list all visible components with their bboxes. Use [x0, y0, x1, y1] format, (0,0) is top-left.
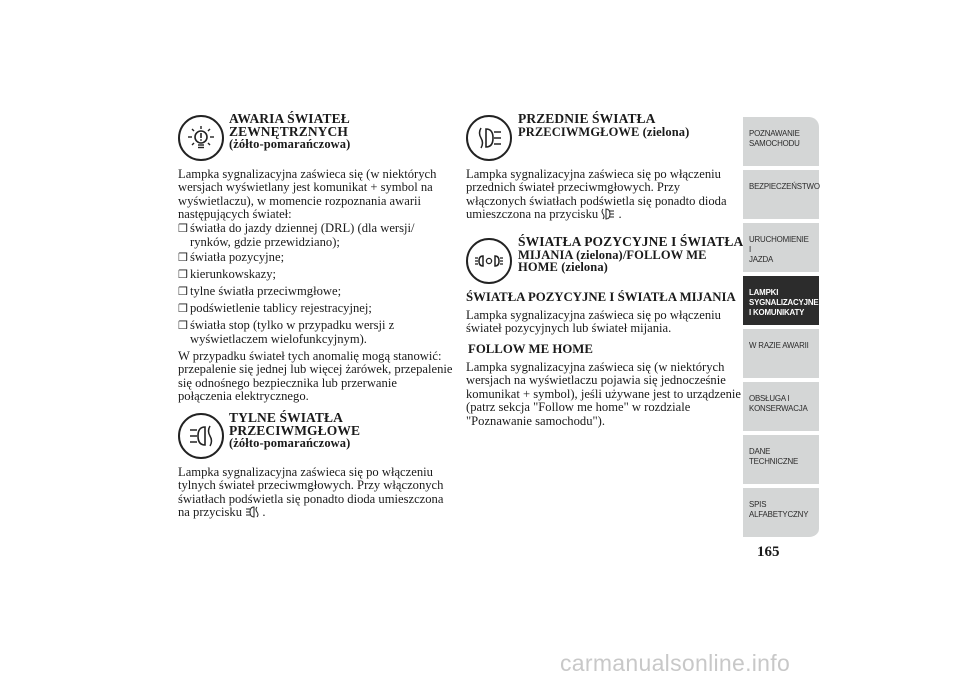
tab-label: BEZPIECZEŃSTWO: [749, 181, 820, 191]
tab-label: URUCHOMIENIE I JAZDA: [749, 234, 809, 264]
checkbox-bullet-icon: ❒: [178, 286, 188, 298]
tab-label: POZNAWANIE SAMOCHODU: [749, 128, 800, 148]
list-item: ❒ kierunkowskazy;: [178, 267, 277, 281]
list-item: ❒ podświetlenie tablicy rejestracyjnej;: [178, 301, 372, 315]
tab-w-razie-awarii[interactable]: [743, 329, 819, 380]
tab-bezpieczenstwo[interactable]: [743, 170, 819, 221]
checkbox-bullet-icon: ❒: [178, 223, 188, 235]
list-item: ❒ tylne światła przeciwmgłowe;: [178, 284, 342, 298]
tab-label: SPIS ALFABETYCZNY: [749, 499, 809, 519]
paragraph-exterior-failure-intro: Lampka sygnalizacyjna zaświeca się (w niektórych wersjach wyświetlany jest komunikat + symbol na wyświetlaczu), w momencie rozpoznania awarii następujących świateł:: [178, 167, 437, 222]
rear-fog-button-icon: [245, 506, 259, 518]
section-title-exterior-light-failure: AWARIA ŚWIATEŁ ZEWNĘTRZNYCH (żółto-pomarańczowa): [229, 111, 351, 151]
list-item: ❒ światła pozycyjne;: [178, 250, 285, 264]
front-fog-light-icon: [466, 115, 512, 161]
position-lights-icon: [466, 238, 512, 284]
list-item: ❒ światła do jazdy dziennej (DRL) (dla wersji/ rynków, gdzie przewidziano);: [178, 221, 415, 250]
paragraph-front-fog: Lampka sygnalizacyjna zaświeca się po włączeniu przednich świateł przeciwmgłowych. Przy włączonych światłach podświetla się ponadto dioda umieszczona na przycisku .: [466, 167, 727, 222]
section-title-position-lights: ŚWIATŁA POZYCYJNE I ŚWIATŁA MIJANIA (zielona)/FOLLOW ME HOME (zielona): [518, 234, 744, 274]
page-number: 165: [757, 544, 780, 560]
tab-label: DANE TECHNICZNE: [749, 446, 799, 466]
watermark: carmanualsonline.info: [560, 650, 791, 676]
paragraph-position-dipped: Lampka sygnalizacyjna zaświeca się po włączeniu świateł pozycyjnych lub świateł mijania.: [466, 308, 721, 336]
paragraph-rear-fog: Lampka sygnalizacyjna zaświeca się po włączeniu tylnych świateł przeciwmgłowych. Przy włączonych światłach podświetla się ponadto dioda umieszczona na przycisku .: [178, 465, 444, 520]
subheading-follow-me-home: FOLLOW ME HOME: [468, 342, 593, 356]
tab-label: OBSŁUGA I KONSERWACJA: [749, 393, 808, 413]
subheading-position-dipped: ŚWIATŁA POZYCYJNE I ŚWIATŁA MIJANIA: [466, 290, 736, 304]
exterior-light-failure-icon: [178, 115, 224, 161]
checkbox-bullet-icon: ❒: [178, 269, 188, 281]
tab-uruchomienie-i-jazda[interactable]: [743, 223, 819, 274]
rear-fog-light-icon: [178, 413, 224, 459]
section-title-front-fog: PRZEDNIE ŚWIATŁA PRZECIWMGŁOWE (zielona): [518, 111, 690, 139]
tab-dane-techniczne[interactable]: [743, 435, 819, 486]
tab-obsluga-i-konserwacja[interactable]: [743, 382, 819, 433]
checkbox-bullet-icon: ❒: [178, 252, 188, 264]
checkbox-bullet-icon: ❒: [178, 303, 188, 315]
tab-lampki-sygnalizacyjne[interactable]: [743, 276, 819, 327]
paragraph-exterior-failure-causes: W przypadku świateł tych anomalię mogą stanowić: przepalenie się jednej lub więcej żarówek, przepalenie się odnośnego bezpiecznika lub przerwanie połączenia elektrycznego.: [178, 349, 453, 404]
section-title-rear-fog: TYLNE ŚWIATŁA PRZECIWMGŁOWE (żółto-pomarańczowa): [229, 410, 361, 450]
tab-spis-alfabetyczny[interactable]: [743, 488, 819, 539]
list-item: ❒ światła stop (tylko w przypadku wersji z wyświetlaczem wielofunkcyjnym).: [178, 318, 395, 347]
front-fog-button-icon: [601, 208, 615, 220]
tab-label: LAMPKI SYGNALIZACYJNE I KOMUNIKATY: [749, 287, 819, 317]
tab-label: W RAZIE AWARII: [749, 340, 809, 350]
paragraph-follow-me-home: Lampka sygnalizacyjna zaświeca się (w niektórych wersjach na wyświetlaczu pojawia się jednocześnie komunikat + symbol), jeśli używane jest to urządzenie (patrz sekcja "Follow me home" w rozdziale "Poznawanie samochodu").: [466, 360, 741, 428]
checkbox-bullet-icon: ❒: [178, 320, 188, 332]
tab-poznawanie-samochodu[interactable]: [743, 117, 819, 168]
